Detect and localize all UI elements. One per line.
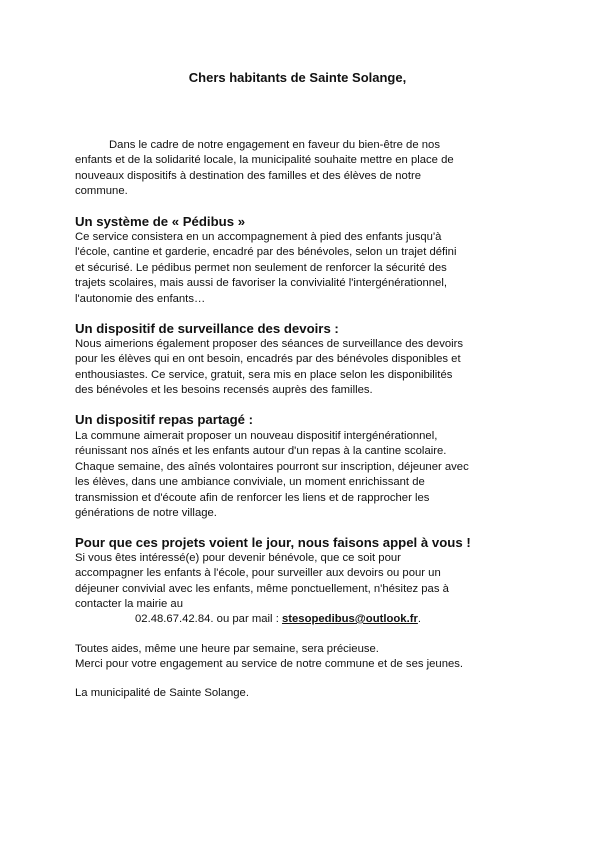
- intro-line: commune.: [75, 185, 128, 198]
- signature-line: La municipalité de Sainte Solange.: [75, 687, 249, 699]
- body-line: contacter la mairie au: [75, 598, 183, 611]
- body-line: Nous aimerions également proposer des séances de surveillance des devoirs: [75, 338, 464, 350]
- closing-line: Merci pour votre engagement au service de notre commune et de ses jeunes.: [75, 658, 464, 671]
- letter-title: Chers habitants de Sainte Solange,: [188, 70, 407, 85]
- body-line: trajets scolaires, mais aussi de favoriser la convivialité l'intergénérationnel,: [75, 277, 447, 290]
- body-line: Chaque semaine, des aînés volontaires pourront sur inscription, déjeuner avec: [75, 460, 469, 473]
- phone-number: 02.48.67.42.84: [135, 613, 211, 625]
- body-line: et sécurisé. Le pédibus permet non seulement de renforcer la sécurité des: [75, 261, 447, 274]
- intro-line: nouveaux dispositifs à destination des familles et des élèves de notre: [75, 169, 422, 182]
- body-line: La commune aimerait proposer un nouveau dispositif intergénérationnel,: [75, 430, 438, 442]
- section-body-devoirs: [75, 337, 520, 399]
- body-line: déjeuner convivial avec les enfants, même ponctuellement, n'hésitez pas à: [75, 582, 449, 595]
- body-line: réunissant nos aînés et les enfants autour d'un repas à la cantine scolaire.: [75, 445, 447, 458]
- body-line: Si vous êtes intéressé(e) pour devenir bénévole, que ce soit pour: [75, 552, 401, 564]
- intro-paragraph: [75, 138, 520, 200]
- body-line: l'école, cantine et garderie, encadré par des bénévoles, selon un trajet défini: [75, 246, 457, 259]
- body-line: l'autonomie des enfants…: [75, 292, 206, 305]
- mail-prefix: . ou par mail :: [210, 613, 282, 625]
- section-heading-appel: Pour que ces projets voient le jour, nous faisons appel à vous !: [75, 535, 471, 550]
- intro-line: Dans le cadre de notre engagement en faveur du bien-être de nos: [109, 139, 440, 151]
- intro-line: enfants et de la solidarité locale, la municipalité souhaite mettre en place de: [75, 154, 454, 167]
- body-line: pour les élèves qui en ont besoin, encadrés par des bénévoles disponibles et: [75, 353, 461, 366]
- body-line: générations de notre village.: [75, 507, 217, 520]
- body-line: les élèves, dans une ambiance conviviale, un moment enrichissant de: [75, 476, 425, 489]
- contact-line: [135, 612, 421, 627]
- body-line: enthousiastes. Ce service, gratuit, sera mis en place selon les disponibilités: [75, 368, 453, 381]
- body-line: des bénévoles et les besoins recensés auprès des familles.: [75, 384, 373, 397]
- body-line: transmission et d'écoute afin de renforcer les liens et de rapprocher les: [75, 491, 430, 504]
- contact-suffix: .: [417, 613, 422, 625]
- email-link[interactable]: stesopedibus@outlook.fr: [281, 613, 418, 625]
- signature: [75, 686, 520, 701]
- section-heading-repas: Un dispositif repas partagé :: [75, 412, 254, 427]
- section-heading-pedibus: Un système de « Pédibus »: [75, 214, 246, 229]
- closing-line: Toutes aides, même une heure par semaine, sera précieuse.: [75, 643, 379, 655]
- body-line: Ce service consistera en un accompagnement à pied des enfants jusqu'à: [75, 231, 442, 243]
- section-body-appel: [75, 551, 520, 613]
- section-heading-devoirs: Un dispositif de surveillance des devoirs :: [75, 321, 339, 336]
- body-line: accompagner les enfants à l'école, pour surveiller aux devoirs ou pour un: [75, 567, 441, 580]
- section-body-repas: [75, 429, 520, 521]
- section-body-pedibus: [75, 230, 520, 307]
- closing-paragraph: [75, 642, 520, 673]
